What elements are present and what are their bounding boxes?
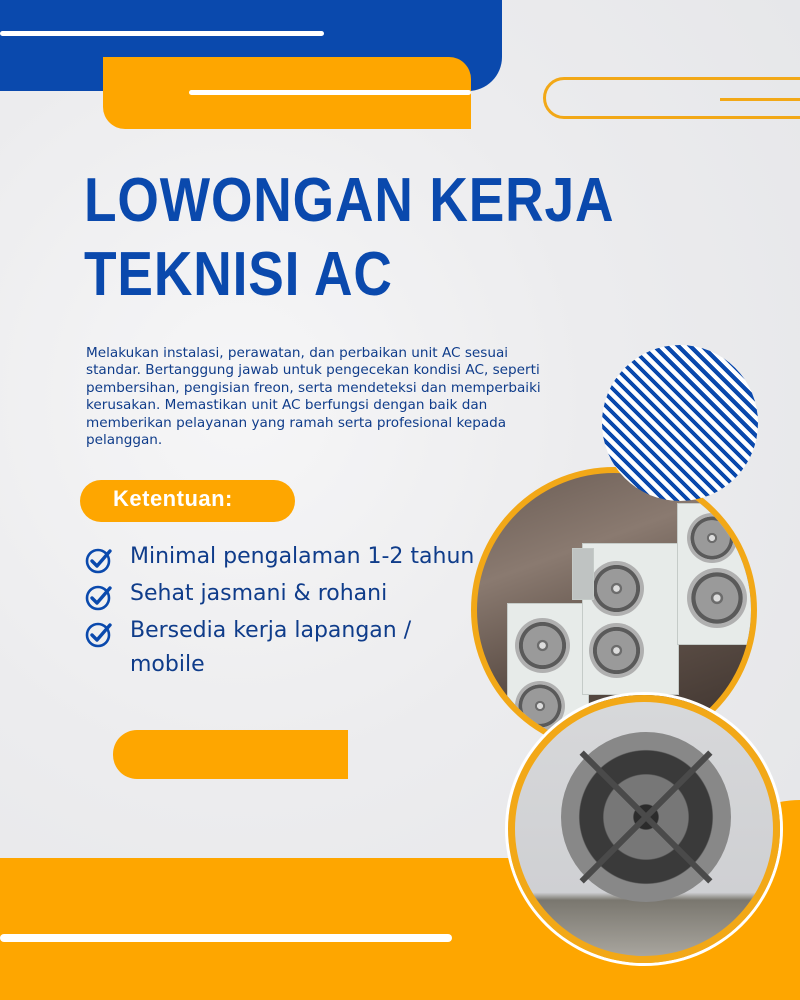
decorative-line — [0, 31, 324, 36]
poster-title — [84, 164, 614, 312]
ac-condenser-fan-photo — [508, 695, 780, 963]
list-item — [84, 614, 484, 682]
list-item — [84, 540, 484, 576]
striped-circle-decoration — [602, 345, 758, 501]
decorative-line — [0, 934, 452, 942]
title-line-1: LOWONGAN KERJA — [84, 166, 615, 235]
requirement-text: Bersedia kerja lapangan / mobile — [130, 618, 412, 677]
list-item — [84, 577, 484, 613]
check-circle-icon — [84, 583, 114, 613]
requirement-text: Sehat jasmani & rohani — [130, 581, 388, 606]
job-description: Melakukan instalasi, perawatan, dan perbaikan unit AC sesuai standar. Bertanggung jawab untuk pengecekan kondisi AC, seperti pembersihan, pengisian freon, serta mendeteksi dan memperbaiki kerusakan. Memastikan unit AC berfungsi dengan baik dan memberikan pelayanan yang ramah serta profesional kepada pelanggan. — [86, 345, 541, 449]
requirement-text: Minimal pengalaman 1-2 tahun — [130, 544, 475, 569]
requirements-heading: Ketentuan: — [113, 486, 233, 511]
title-line-2: TEKNISI AC — [84, 240, 393, 309]
check-circle-icon — [84, 546, 114, 576]
orange-bar-shape — [113, 730, 348, 779]
check-circle-icon — [84, 620, 114, 650]
requirements-list — [84, 540, 484, 683]
decorative-line — [189, 90, 471, 95]
decorative-line — [720, 98, 800, 101]
